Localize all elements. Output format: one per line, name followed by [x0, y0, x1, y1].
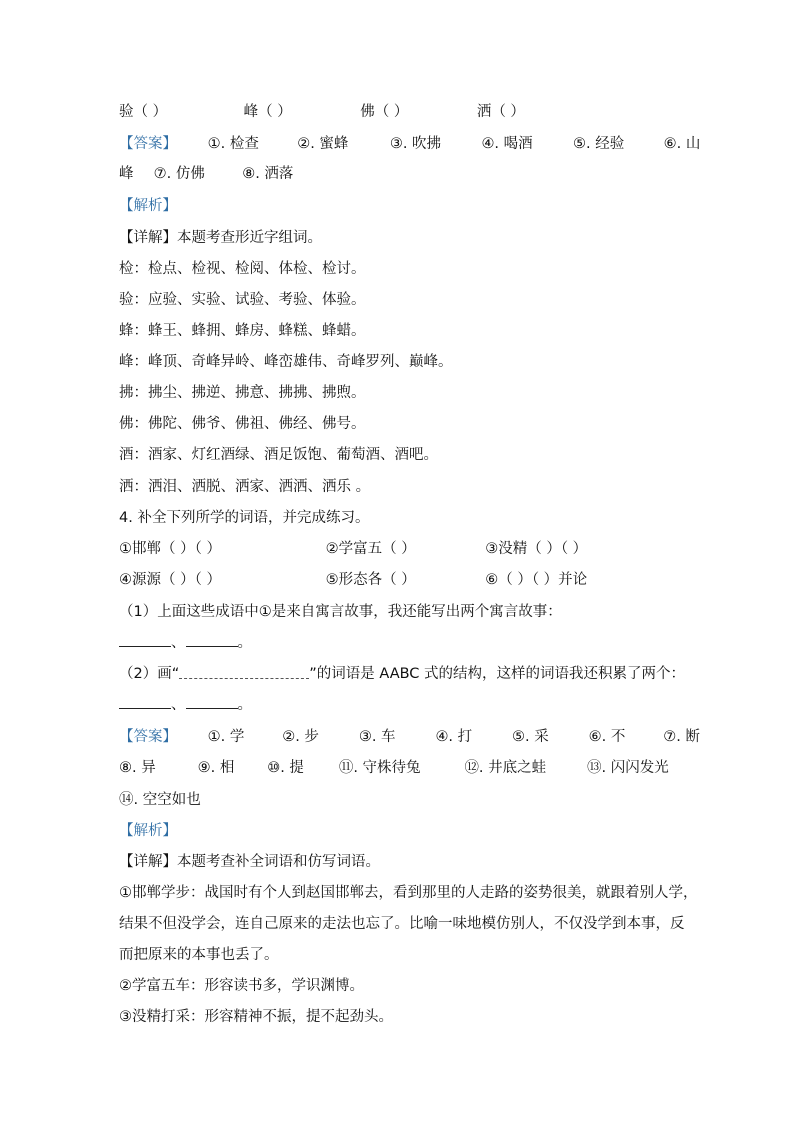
question-4-row-1 [119, 536, 587, 562]
blank-separator: 、 [171, 635, 186, 651]
answer-item: ⑨. 相 [197, 760, 235, 776]
idiom-blank: ①邯郸（ ）（ ） [119, 541, 221, 557]
analysis-line: 洒：洒泪、洒脱、洒家、洒洒、洒乐 。 [119, 479, 371, 495]
analysis-line: 拂：拂尘、拂逆、拂意、拂拂、拂煦。 [119, 385, 366, 401]
answer-1-row [119, 131, 701, 157]
answer-item: ⑤. 经验 [573, 136, 625, 152]
sub-question-2 [119, 661, 685, 687]
answer-1-row-cont [119, 161, 293, 187]
question-4-title: 4. 补全下列所学的词语，并完成练习。 [119, 510, 370, 526]
answer-blank[interactable] [119, 692, 171, 709]
answer-item: 峰 [119, 166, 134, 182]
idiom-blank: ③没精（ ）（ ） [485, 541, 588, 557]
blank-separator: 、 [171, 697, 186, 713]
answer-item: ⑤. 采 [512, 729, 549, 745]
analysis-line: ③没精打采：形容精神不振，提不起劲头。 [119, 1009, 393, 1025]
analysis-detail: 【详解】本题考查形近字组词。 [119, 230, 322, 246]
answer-item: ⑥. 山 [663, 136, 701, 152]
idiom-blank: ⑥（ ）（ ）并论 [485, 572, 588, 588]
answer-item: ③. 车 [358, 729, 396, 745]
analysis-line: ②学富五车：形容读书多，学识渊博。 [119, 978, 364, 994]
sub-question-2-start: （2）画“ [119, 666, 180, 682]
answer-blank[interactable] [186, 692, 238, 709]
wavy-underline [179, 670, 309, 679]
answer-blank[interactable] [119, 630, 171, 647]
analysis-line: 验：应验、实验、试验、考验、体验。 [119, 292, 366, 308]
top-row-item: 佛（ ） [360, 104, 409, 120]
answer-item: ⑪. 守株待兔 [338, 760, 421, 776]
answer-item: ④. 打 [435, 729, 473, 745]
analysis-tag: 【解析】 [119, 198, 177, 214]
analysis-line: 蜂：蜂王、蜂拥、蜂房、蜂糕、蜂蜡。 [119, 323, 366, 339]
answer-item: ⑬. 闪闪发光 [587, 760, 669, 776]
analysis-tag: 【解析】 [119, 823, 177, 839]
answer-2-row-1 [119, 724, 700, 750]
sub-question-1-blanks [119, 630, 252, 656]
answer-2-row-3: ⑭. 空空如也 [119, 792, 201, 808]
answer-item: ④. 喝酒 [481, 136, 533, 152]
answer-item: ⑦. 仿佛 [153, 166, 205, 182]
top-row-item: 验（ ） [119, 104, 168, 120]
answer-item: ⑫. 井底之蛙 [464, 760, 547, 776]
answer-item: ⑧. 洒落 [242, 166, 294, 182]
analysis-line: ①邯郸学步：战国时有个人到赵国邯郸去，看到那里的人走路的姿势很美，就跟着别人学， [119, 885, 698, 901]
analysis-detail: 【详解】本题考查补全词语和仿写词语。 [119, 854, 380, 870]
sub-question-2-blanks [119, 692, 252, 718]
analysis-line: 检：检点、检视、检阅、体检、检讨。 [119, 261, 366, 277]
idiom-blank: ④源源（ ）（ ） [119, 572, 221, 588]
answer-tag: 【答案】 [119, 729, 177, 745]
analysis-line: 酒：酒家、灯红酒绿、酒足饭饱、葡萄酒、酒吧。 [119, 447, 438, 463]
answer-item: ⑧. 异 [119, 760, 156, 776]
blank-end: 。 [237, 697, 252, 713]
answer-item: ①. 学 [207, 729, 245, 745]
top-row [119, 99, 525, 125]
sub-question-2-end: ”的词语是 AABC 式的结构，这样的词语我还积累了两个： [309, 666, 686, 682]
question-4-row-2 [119, 567, 587, 593]
idiom-blank: ⑤形态各（ ） [325, 572, 416, 588]
answer-item: ⑥. 不 [588, 729, 626, 745]
answer-item: ③. 吹拂 [389, 136, 442, 152]
sub-question-1: （1）上面这些成语中①是来自寓言故事，我还能写出两个寓言故事： [119, 604, 562, 620]
answer-tag: 【答案】 [119, 136, 177, 152]
answer-2-row-2 [119, 755, 669, 781]
answer-blank[interactable] [186, 630, 238, 647]
answer-item: ⑩. 提 [267, 760, 304, 776]
answer-item: ⑦. 断 [663, 729, 700, 745]
answer-item: ②. 蜜蜂 [297, 136, 349, 152]
blank-end: 。 [237, 635, 252, 651]
analysis-line: 结果不但没学会，连自己原来的走法也忘了。比喻一味地模仿别人，不仅没学到本事，反 [119, 916, 685, 932]
analysis-line: 峰：峰顶、奇峰异岭、峰峦雄伟、奇峰罗列、巅峰。 [119, 354, 453, 370]
analysis-line: 佛：佛陀、佛爷、佛祖、佛经、佛号。 [119, 416, 366, 432]
answer-item: ②. 步 [282, 729, 319, 745]
top-row-item: 峰（ ） [243, 104, 292, 120]
idiom-blank: ②学富五（ ） [325, 541, 416, 557]
analysis-line: 而把原来的本事也丢了。 [119, 947, 279, 963]
answer-item: ①. 检查 [207, 136, 259, 152]
top-row-item: 洒（ ） [476, 104, 525, 120]
